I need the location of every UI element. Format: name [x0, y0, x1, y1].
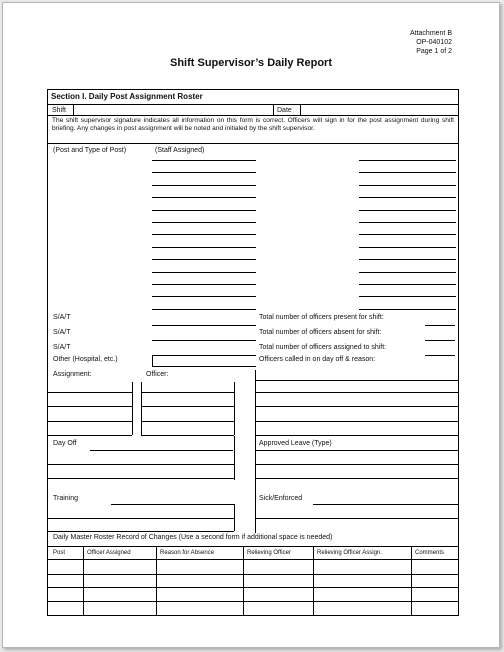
date-label: Date — [277, 107, 292, 114]
staff-name-line-right[interactable] — [359, 197, 456, 198]
date-field[interactable] — [302, 105, 456, 114]
staff-name-line-right[interactable] — [359, 222, 456, 223]
document-header-info — [410, 29, 452, 56]
page-title: Shift Supervisor’s Daily Report — [170, 57, 332, 69]
officer-label: Officer: — [146, 371, 169, 378]
other-staff-line[interactable] — [152, 366, 256, 367]
other-label: Other (Hospital, etc.) — [53, 356, 118, 363]
called-in-line[interactable] — [255, 406, 458, 407]
document-number: OP-040102 — [416, 39, 452, 46]
shift-field[interactable] — [75, 105, 272, 114]
sat-staff-line[interactable] — [152, 355, 256, 356]
table-cell[interactable] — [412, 588, 457, 600]
officer-line[interactable] — [141, 406, 234, 407]
staff-name-line-right[interactable] — [359, 296, 456, 297]
staff-name-line[interactable] — [152, 247, 256, 248]
sick-line[interactable] — [255, 518, 458, 519]
sick-enforced-label: Sick/Enforced — [259, 495, 303, 502]
approved-leave-line[interactable] — [255, 464, 458, 465]
table-cell[interactable] — [157, 560, 242, 573]
table-cell[interactable] — [84, 575, 155, 586]
total-assigned-field[interactable] — [425, 355, 455, 356]
called-in-line[interactable] — [255, 421, 458, 422]
sat-staff-line[interactable] — [152, 325, 256, 326]
staff-name-line-right[interactable] — [359, 160, 456, 161]
table-cell[interactable] — [412, 575, 457, 586]
staff-column-header: (Staff Assigned) — [155, 147, 205, 154]
table-header-2: Reason for Absence — [160, 550, 215, 556]
staff-name-line[interactable] — [152, 210, 256, 211]
table-header-5: Comments — [415, 550, 445, 556]
staff-name-line[interactable] — [152, 185, 256, 186]
section-heading: Section I. Daily Post Assignment Roster — [51, 92, 203, 101]
table-cell[interactable] — [157, 602, 242, 614]
assignment-line[interactable] — [48, 392, 132, 393]
post-column-header: (Post and Type of Post) — [53, 147, 127, 154]
staff-name-line[interactable] — [152, 259, 256, 260]
total-absent-field[interactable] — [425, 340, 455, 341]
center-divider — [255, 370, 256, 533]
approved-leave-label: Approved Leave (Type) — [259, 440, 332, 447]
table-cell[interactable] — [49, 588, 82, 600]
training-line[interactable] — [48, 531, 234, 532]
assignment-line[interactable] — [48, 435, 132, 436]
table-cell[interactable] — [84, 560, 155, 573]
officer-divider — [141, 382, 142, 435]
table-cell[interactable] — [412, 602, 457, 614]
sat-label-1: S/A/T — [53, 314, 71, 321]
approved-leave-line[interactable] — [255, 450, 458, 451]
table-header-1: Officer Assigned — [87, 550, 131, 556]
table-cell[interactable] — [314, 602, 410, 614]
sat-label-2: S/A/T — [53, 329, 71, 336]
assignment-line[interactable] — [48, 406, 132, 407]
sat-staff-line[interactable] — [152, 340, 256, 341]
form-section-1 — [47, 89, 459, 616]
day-off-line[interactable] — [48, 478, 234, 479]
table-cell[interactable] — [314, 575, 410, 586]
table-cell[interactable] — [84, 588, 155, 600]
page-number: Page 1 of 2 — [416, 48, 452, 55]
training-right-divider — [234, 504, 235, 531]
table-header-4: Relieving Officer Assign. — [317, 550, 382, 556]
document-page — [2, 2, 500, 648]
table-cell[interactable] — [314, 588, 410, 600]
staff-name-line-right[interactable] — [359, 272, 456, 273]
day-off-label: Day Off — [53, 440, 77, 447]
staff-name-line[interactable] — [152, 197, 256, 198]
staff-name-line[interactable] — [152, 309, 256, 310]
total-absent-label: Total number of officers absent for shift: — [259, 329, 382, 336]
total-assigned-label: Total number of officers assigned to shift: — [259, 344, 387, 351]
called-in-label: Officers called in on day off & reason: — [259, 356, 376, 363]
officer-line[interactable] — [141, 421, 234, 422]
other-divider — [152, 356, 153, 366]
called-in-line[interactable] — [255, 392, 458, 393]
total-present-label: Total number of officers present for shift: — [259, 314, 384, 321]
table-cell[interactable] — [244, 588, 312, 600]
table-cell[interactable] — [157, 575, 242, 586]
staff-name-line[interactable] — [152, 272, 256, 273]
sick-line-1[interactable] — [313, 504, 458, 505]
approved-leave-line[interactable] — [255, 478, 458, 479]
staff-name-line-right[interactable] — [359, 210, 456, 211]
master-roster-label: Daily Master Roster Record of Changes (Use a second form if additional space is needed) — [53, 534, 333, 541]
day-off-right-divider — [234, 436, 235, 480]
table-row-border — [48, 615, 458, 616]
training-line[interactable] — [48, 518, 234, 519]
day-off-line-1[interactable] — [90, 450, 233, 451]
officer-line[interactable] — [141, 435, 234, 436]
staff-name-line[interactable] — [152, 172, 256, 173]
staff-name-line-right[interactable] — [359, 259, 456, 260]
staff-name-line-right[interactable] — [359, 234, 456, 235]
table-cell[interactable] — [157, 588, 242, 600]
staff-name-line[interactable] — [152, 296, 256, 297]
staff-name-line-right[interactable] — [359, 172, 456, 173]
table-header-0: Post — [53, 550, 66, 556]
total-present-field[interactable] — [425, 325, 455, 326]
staff-name-line-right[interactable] — [359, 284, 456, 285]
officer-line[interactable] — [141, 392, 234, 393]
table-cell[interactable] — [84, 602, 155, 614]
sat-label-3: S/A/T — [53, 344, 71, 351]
assignment-divider — [132, 382, 133, 435]
instructions-text: The shift supervisor signature indicates all information on this form is correct. Officers will sign in for the post assignment during shift briefing. Any changes in post assignment will be noted and initialed by the shift supervisor. — [52, 117, 454, 132]
assignment-line[interactable] — [48, 421, 132, 422]
staff-name-line[interactable] — [152, 160, 256, 161]
attachment-label: Attachment B — [409, 30, 452, 37]
staff-name-line[interactable] — [152, 234, 256, 235]
table-cell[interactable] — [49, 602, 82, 614]
table-cell[interactable] — [244, 575, 312, 586]
staff-name-line-right[interactable] — [359, 247, 456, 248]
table-cell[interactable] — [244, 602, 312, 614]
staff-name-line-right[interactable] — [359, 309, 456, 310]
staff-name-line[interactable] — [152, 284, 256, 285]
called-in-line[interactable] — [255, 435, 458, 436]
day-off-line[interactable] — [48, 464, 234, 465]
shift-label: Shift — [52, 107, 67, 114]
assignment-label: Assignment: — [53, 371, 92, 378]
table-cell[interactable] — [49, 575, 82, 586]
called-in-line[interactable] — [255, 380, 458, 381]
table-cell[interactable] — [244, 560, 312, 573]
training-line-1[interactable] — [111, 504, 234, 505]
staff-name-line[interactable] — [152, 222, 256, 223]
table-cell[interactable] — [412, 560, 457, 573]
officer-right-divider — [234, 382, 235, 435]
table-cell[interactable] — [314, 560, 410, 573]
table-header-3: Relieving Officer — [247, 550, 291, 556]
table-cell[interactable] — [49, 560, 82, 573]
staff-name-line-right[interactable] — [359, 185, 456, 186]
training-label: Training — [53, 495, 79, 502]
